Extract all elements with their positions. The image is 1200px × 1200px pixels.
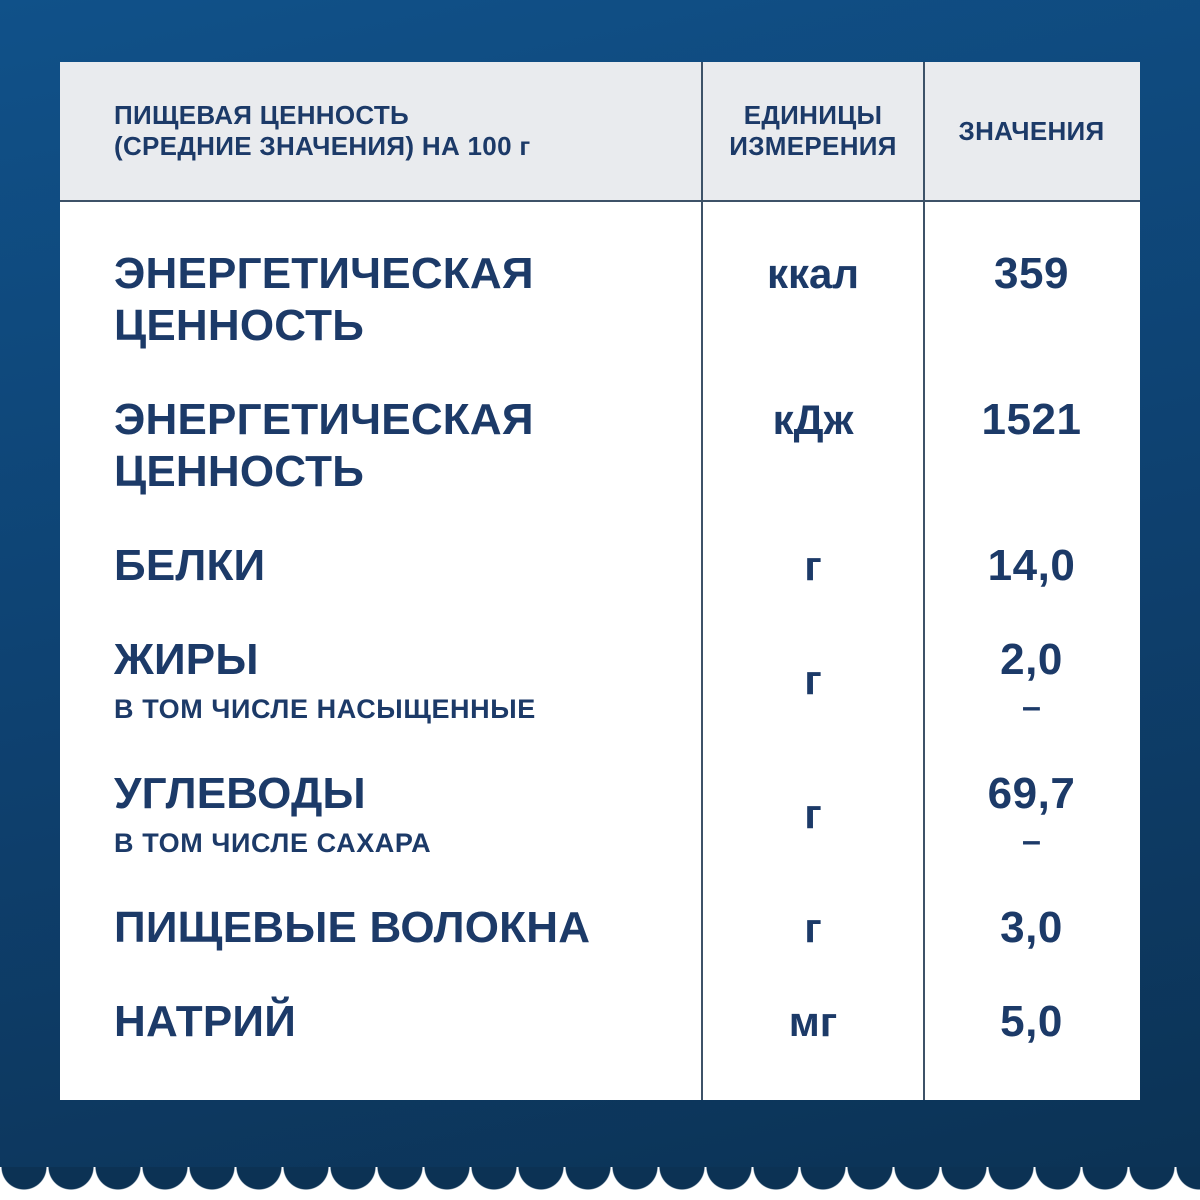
- row-unit-cell: [703, 788, 923, 840]
- table-row: [60, 996, 1140, 1048]
- row-label-cell: [60, 902, 703, 954]
- row-unit-cell: [703, 996, 923, 1048]
- row-value: 14,0: [987, 541, 1076, 590]
- table-row: [60, 634, 1140, 726]
- nutrition-card: [60, 62, 1140, 1100]
- bottom-wave-edge: [0, 1167, 1200, 1200]
- table-header: [60, 62, 1140, 202]
- table-row: [60, 902, 1140, 954]
- column-rule-2: [923, 62, 925, 1100]
- row-label: ПИЩЕВЫЕ ВОЛОКНА: [114, 903, 591, 952]
- row-label: НАТРИЙ: [114, 997, 297, 1046]
- row-label-cell: [60, 248, 703, 352]
- row-label: ЖИРЫ: [114, 635, 259, 684]
- row-unit-cell: [703, 902, 923, 954]
- row-unit-cell: [703, 654, 923, 706]
- row-value-cell: [923, 540, 1140, 592]
- row-label: ЭНЕРГЕТИЧЕСКАЯ ЦЕННОСТЬ: [114, 395, 534, 496]
- row-value: 1521: [981, 395, 1082, 444]
- row-unit: г: [804, 904, 822, 951]
- header-cell-nutrition: [60, 62, 703, 200]
- row-label: УГЛЕВОДЫ: [114, 769, 366, 818]
- row-label-cell: [60, 634, 703, 726]
- row-unit: г: [804, 790, 822, 837]
- header-units-label: ЕДИНИЦЫ ИЗМЕРЕНИЯ: [729, 100, 897, 161]
- header-cell-units: [703, 62, 923, 200]
- row-label-cell: [60, 540, 703, 592]
- table-row: [60, 540, 1140, 592]
- row-value: 5,0: [1000, 997, 1063, 1046]
- table-body: [60, 202, 1140, 1098]
- row-unit-cell: [703, 248, 923, 300]
- header-title-line2: (СРЕДНИЕ ЗНАЧЕНИЯ) НА 100 г: [114, 131, 531, 161]
- header-cell-values: [923, 62, 1140, 200]
- row-sublabel: В ТОМ ЧИСЛЕ НАСЫЩЕННЫЕ: [114, 694, 536, 724]
- row-value: 2,0: [1000, 635, 1063, 684]
- row-label: ЭНЕРГЕТИЧЕСКАЯ ЦЕННОСТЬ: [114, 249, 534, 350]
- row-value-cell: [923, 996, 1140, 1048]
- row-label-cell: [60, 768, 703, 860]
- row-value-cell: [923, 902, 1140, 954]
- column-rule-1: [701, 62, 703, 1100]
- row-unit: мг: [788, 998, 838, 1045]
- header-title-line1: ПИЩЕВАЯ ЦЕННОСТЬ: [114, 100, 409, 130]
- row-label: БЕЛКИ: [114, 541, 266, 590]
- table-row: [60, 394, 1140, 498]
- header-values-label: ЗНАЧЕНИЯ: [958, 115, 1105, 146]
- row-value: 3,0: [1000, 903, 1063, 952]
- row-unit-cell: [703, 394, 923, 446]
- row-unit-cell: [703, 540, 923, 592]
- table-row: [60, 248, 1140, 352]
- row-subvalue: –: [1022, 822, 1041, 860]
- row-unit: г: [804, 656, 822, 703]
- table-row: [60, 768, 1140, 860]
- row-label-cell: [60, 394, 703, 498]
- row-unit: г: [804, 542, 822, 589]
- row-value-cell: [923, 394, 1140, 446]
- row-unit: ккал: [766, 250, 860, 297]
- row-value-cell: [923, 634, 1140, 724]
- row-subvalue: –: [1022, 688, 1041, 726]
- row-label-cell: [60, 996, 703, 1048]
- row-unit: кДж: [772, 396, 854, 443]
- row-value: 69,7: [987, 769, 1076, 818]
- row-value-cell: [923, 768, 1140, 858]
- row-value-cell: [923, 248, 1140, 300]
- row-value: 359: [994, 249, 1069, 298]
- row-sublabel: В ТОМ ЧИСЛЕ САХАРА: [114, 828, 432, 858]
